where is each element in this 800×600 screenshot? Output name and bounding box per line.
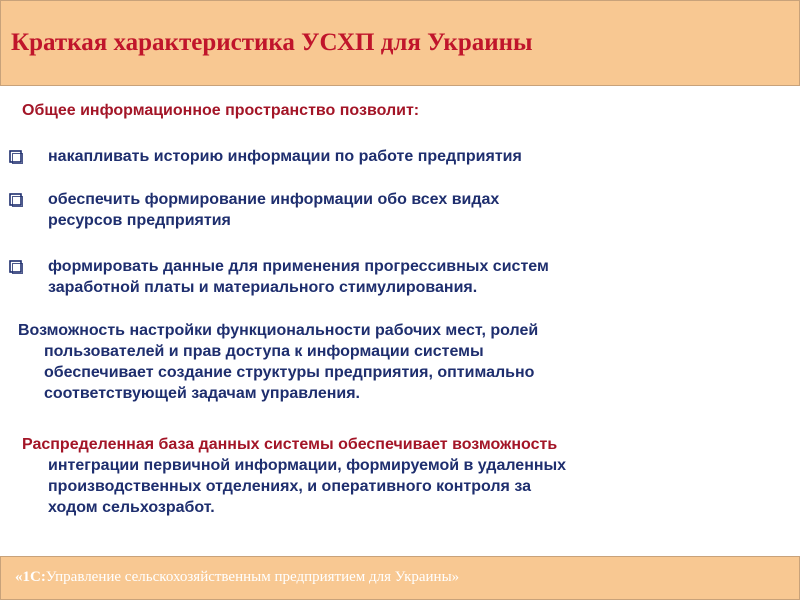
paragraph-line: Возможность настройки функциональности рабочих мест, ролей	[18, 322, 539, 339]
paragraph-line: Распределенная база данных системы обеспечивает возможность	[22, 436, 558, 453]
bullet-line: обеспечить формирование информации обо всех видах	[48, 191, 500, 208]
paragraph-line: соответствующей задачам управления.	[44, 385, 360, 402]
footer-product-name: Управление сельскохозяйственным предприятием для Украины»	[45, 569, 460, 585]
paragraph-line: пользователей и прав доступа к информации системы	[44, 343, 484, 360]
paragraph-line: обеспечивает создание структуры предприятия, оптимально	[44, 364, 535, 381]
paragraph-line: ходом сельхозработ.	[48, 499, 215, 516]
bullet-line: заработной платы и материального стимулирования.	[48, 279, 478, 296]
bullet-text	[48, 256, 768, 298]
paragraph-distributed-db	[22, 434, 782, 518]
paragraph-line: производственных отделениях, и оперативного контроля за	[48, 478, 531, 495]
bullet-line: ресурсов предприятия	[48, 212, 231, 229]
square-bullet-icon	[9, 193, 23, 207]
header-bar	[0, 0, 800, 86]
paragraph-configuration	[18, 320, 778, 404]
bullet-line: формировать данные для применения прогрессивных систем	[48, 258, 549, 275]
square-bullet-icon	[9, 260, 23, 274]
page-title: Краткая характеристика УСХП для Украины	[11, 29, 533, 56]
bullet-line: накапливать историю информации по работе предприятия	[48, 148, 522, 165]
intro-text: Общее информационное пространство позволит:	[22, 102, 420, 119]
footer-brand: «1С:	[15, 569, 46, 585]
bullet-text	[48, 189, 768, 231]
footer-bar	[0, 556, 800, 600]
square-bullet-icon	[9, 150, 23, 164]
footer-caption	[15, 569, 459, 586]
bullet-text	[48, 146, 768, 167]
paragraph-line: интеграции первичной информации, формируемой в удаленных	[48, 457, 567, 474]
